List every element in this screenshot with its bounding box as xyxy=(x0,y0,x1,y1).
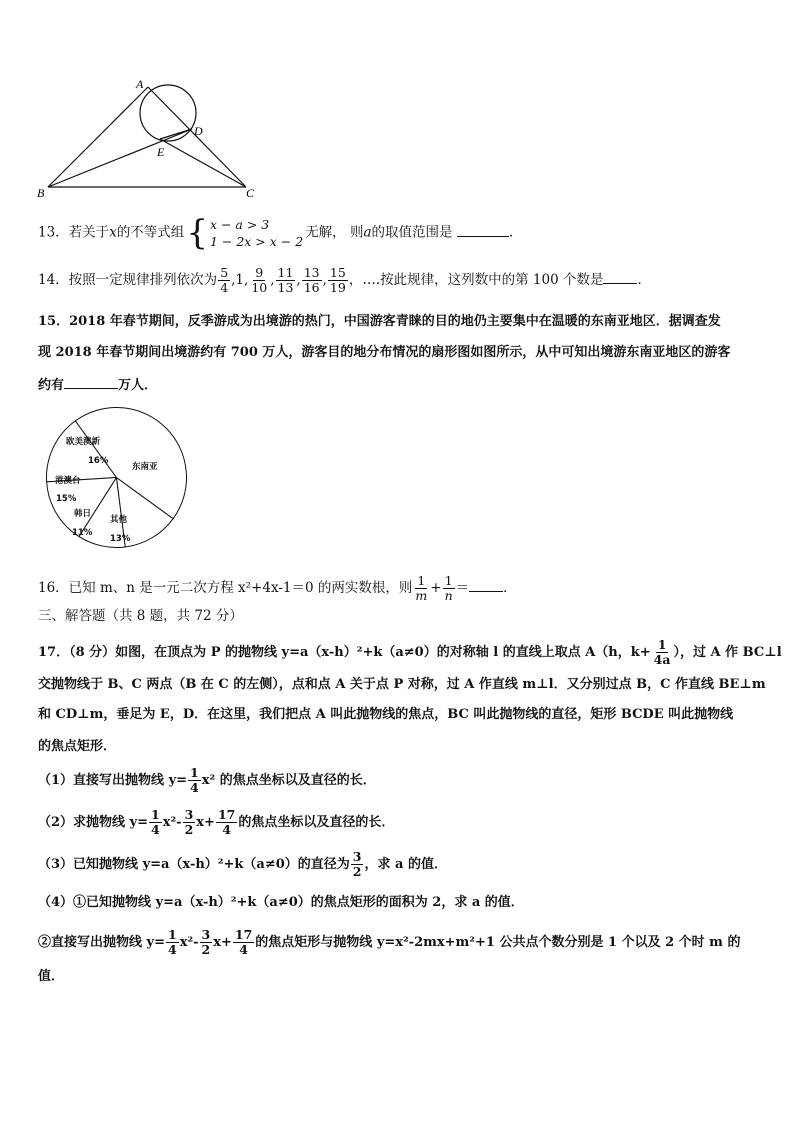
question-17-part-4: （4）①已知抛物线 y=a（x-h）²+k（a≠0）的焦点矩形的面积为 2，求 a 的值． xyxy=(38,895,524,910)
question-15-line-1: 15．2018 年春节期间，反季游成为出境游的热门，中国游客青睐的目的地仍主要集中在温暖的东南亚地区．据调查发 xyxy=(38,314,721,329)
label-a: A xyxy=(136,77,144,91)
question-17-part-2: （2）求抛物线 y= $\frac{1}{4}$ x²- $\frac{3}{2}$ x+ $\frac{17}{4}$ 的焦点坐标以及直径的长． xyxy=(38,807,395,837)
question-17-line-3: 和 CD⊥m，垂足为 E，D．在这里，我们把点 A 叫此抛物线的焦点，BC 叫此抛物线的直径，矩形 BCDE 叫此抛物线 xyxy=(38,707,734,722)
segment-ab xyxy=(48,87,148,187)
fraction: $\frac{1}{m}$ xyxy=(415,573,428,603)
answer-blank[interactable] xyxy=(603,271,637,284)
fraction: $\frac{17}{4}$ xyxy=(234,927,253,957)
question-17-part-6: 值． xyxy=(38,969,65,984)
answer-blank[interactable] xyxy=(457,224,509,237)
segment-bd xyxy=(48,129,192,187)
segment-ec xyxy=(160,139,246,187)
question-17-part-3: （3）已知抛物线 y=a（x-h）²+k（a≠0）的直径为 $\frac{3}{2}$ ，求 a 的值． xyxy=(38,849,447,879)
pie-value-europe: 16% xyxy=(88,456,109,466)
pie-label-europe: 欧美澳新 xyxy=(66,437,101,447)
circle xyxy=(140,85,196,141)
fraction: $\frac{9}{10}$ xyxy=(251,265,268,295)
pie-label-sea: 东南亚 xyxy=(132,462,158,472)
geometry-figure xyxy=(30,75,270,200)
fraction: $\frac{1}{4a}$ xyxy=(653,637,671,667)
label-e: E xyxy=(157,145,165,159)
fraction: $\frac{3}{2}$ xyxy=(201,927,211,957)
pie-value-kr-jp: 11% xyxy=(72,528,93,538)
fraction: $\frac{1}{4}$ xyxy=(167,927,177,957)
fraction: $\frac{17}{4}$ xyxy=(217,807,236,837)
fraction: $\frac{3}{2}$ xyxy=(352,849,362,879)
question-17-part-5: ②直接写出抛物线 y= $\frac{1}{4}$ x²- $\frac{3}{2}$ x+ $\frac{17}{4}$ 的焦点矩形与抛物线 y=x²-2mx+m²+1 公共点个数分别是 1 个以及 2 个时 m 的 xyxy=(38,927,741,957)
answer-blank[interactable] xyxy=(469,579,503,592)
inequality-system: { x − a > 3 1 − 2x > x − 2 xyxy=(186,213,304,253)
question-15-line-2: 现 2018 年春节期间出境游约有 700 万人，游客目的地分布情况的扇形图如图所示，从中可知出境游东南亚地区的游客 xyxy=(38,345,731,360)
question-17-line-4: 的焦点矩形． xyxy=(38,739,117,754)
question-15-line-3: 约有 万人． xyxy=(38,378,158,393)
pie-chart xyxy=(44,405,189,550)
question-13: 13．若关于x的不等式组 { x − a > 3 1 − 2x > x − 2 无解， 则a的取值范围是 . xyxy=(38,213,514,253)
label-d: D xyxy=(194,124,203,138)
fraction: $\frac{1}{n}$ xyxy=(444,573,453,603)
fraction: $\frac{1}{4}$ xyxy=(151,807,160,837)
question-17-part-1: （1）直接写出抛物线 y= $\frac{1}{4}$ x² 的焦点坐标以及直径的长． xyxy=(38,765,376,795)
question-17-line-2: 交抛物线于 B、C 两点（B 在 C 的左侧），点和点 A 关于点 P 对称，过 A 作直线 m⊥l．又分别过点 B，C 作直线 BE⊥m xyxy=(38,677,766,692)
pie-label-hk: 港澳台 xyxy=(55,476,81,486)
pie-label-kr-jp: 韩日 xyxy=(74,509,92,519)
fraction: $\frac{3}{2}$ xyxy=(184,807,194,837)
label-b: B xyxy=(37,186,45,200)
question-14: 14．按照一定规律排列依次为 $\frac{5}{4}$ ,1, $\frac{9}{10}$ , $\frac{11}{13}$ , $\frac{13}{16}$ , $\frac{15}{19}$ ，….按此规律，这列数中的第 100 个数是 ． xyxy=(38,265,651,295)
question-16: 16．已知 m、n 是一元二次方程 x²+4x-1＝0 的两实数根，则 $\frac{1}{m}$ + $\frac{1}{n}$ ＝ ． xyxy=(38,573,517,603)
fraction: $\frac{5}{4}$ xyxy=(220,265,229,295)
label-c: C xyxy=(246,186,255,200)
fraction: $\frac{1}{4}$ xyxy=(190,765,199,795)
section-title: 三、解答题（共 8 题，共 72 分） xyxy=(38,608,243,624)
fraction: $\frac{13}{16}$ xyxy=(303,265,320,295)
pie-label-other: 其他 xyxy=(110,515,128,525)
pie-value-other: 13% xyxy=(110,534,131,544)
pie-value-hk: 15% xyxy=(56,494,77,504)
fraction: $\frac{11}{13}$ xyxy=(277,265,294,295)
question-17-line-1: 17．（8 分）如图，在顶点为 P 的抛物线 y=a（x-h）²+k（a≠0）的对称轴 l 的直线上取点 A（h，k+ $\frac{1}{4a}$ ），过 A 作 BC⊥l xyxy=(38,637,782,667)
fraction: $\frac{15}{19}$ xyxy=(329,265,346,295)
answer-blank[interactable] xyxy=(64,376,118,389)
